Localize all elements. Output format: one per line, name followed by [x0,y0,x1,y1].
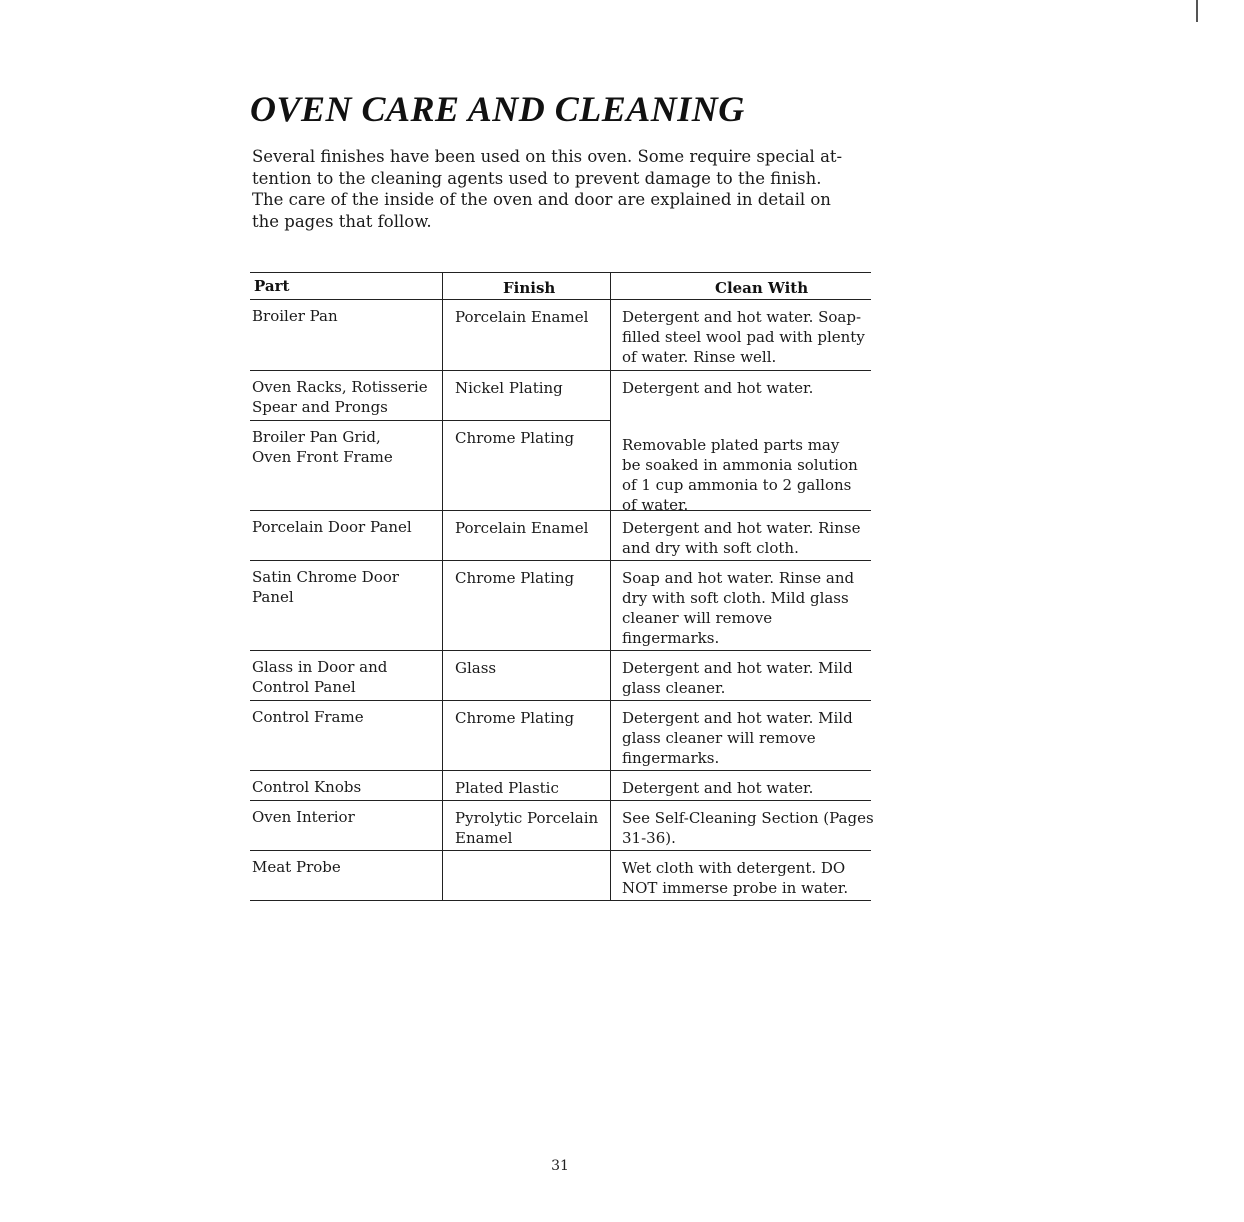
column-rule-part-finish [442,272,443,900]
cell-finish [455,307,588,327]
cell-line: of water. Rinse well. [622,348,777,366]
row-rule [250,420,610,421]
cell-line: Oven Racks, Rotisserie [252,378,428,396]
cell-line: 31-36). [622,829,676,847]
cell-line: Pyrolytic Porcelain [455,809,599,827]
row-rule [250,700,871,701]
cell-line: and dry with soft cloth. [622,539,799,557]
cell-finish [455,808,598,848]
cell-part [252,306,338,326]
row-rule [250,650,871,651]
cell-line: Control Panel [252,678,356,696]
cell-line: See Self-Cleaning Section (Pages [622,809,874,827]
intro-paragraph [252,146,876,232]
cell-clean [622,808,874,848]
cell-line: of water. [622,496,689,514]
cell-line: glass cleaner will remove [622,729,816,747]
page-number: 31 [551,1158,569,1174]
header-finish: Finish [503,279,556,297]
page-title: OVEN CARE AND CLEANING [250,89,745,129]
cell-line: Chrome Plating [455,569,575,587]
cell-line: Porcelain Enamel [455,308,589,326]
cell-part [252,807,355,827]
intro-line: The care of the inside of the oven and door are explained in detail on [252,190,831,209]
cell-line: fingermarks. [622,629,720,647]
cell-line: Porcelain Door Panel [252,518,412,536]
cell-part [252,567,399,607]
cell-part [252,427,393,467]
row-rule [250,800,871,801]
cell-finish [455,778,559,798]
cell-part [252,517,412,537]
cell-clean [622,307,865,367]
cell-line: Chrome Plating [455,709,575,727]
cell-clean [622,658,853,698]
cell-line: Meat Probe [252,858,341,876]
row-rule [250,560,871,561]
cell-line: Detergent and hot water. Mild [622,659,853,677]
table-top-rule [250,272,871,273]
scan-edge-mark [1196,0,1198,22]
cell-line: Oven Front Frame [252,448,393,466]
cell-line: Detergent and hot water. Soap- [622,308,862,326]
cell-line: Enamel [455,829,513,847]
cell-line: Nickel Plating [455,379,563,397]
cell-part [252,657,387,697]
cell-line: Detergent and hot water. Rinse [622,519,861,537]
cell-line: Glass [455,659,497,677]
cell-line: Broiler Pan Grid, [252,428,381,446]
cell-finish [455,568,574,588]
cell-finish [455,708,574,728]
cell-line: Wet cloth with detergent. DO [622,859,846,877]
header-part: Part [254,277,290,295]
cell-line: Chrome Plating [455,429,575,447]
cell-line: Soap and hot water. Rinse and [622,569,855,587]
cell-finish [455,428,574,448]
cell-line: Porcelain Enamel [455,519,589,537]
cell-line: Removable plated parts may [622,436,840,454]
cell-part [252,707,364,727]
cell-clean [622,858,848,898]
cell-part [252,857,341,877]
cell-finish [455,658,496,678]
cell-line: Detergent and hot water. [622,779,814,797]
row-rule [250,850,871,851]
cell-line: Spear and Prongs [252,398,388,416]
row-rule [250,370,871,371]
cell-line: dry with soft cloth. Mild glass [622,589,849,607]
cell-line: be soaked in ammonia solution [622,456,858,474]
intro-line: the pages that follow. [252,211,432,231]
header-rule [250,299,871,300]
cell-finish [455,378,563,398]
cell-line: fingermarks. [622,749,720,767]
cell-line: filled steel wool pad with plenty [622,328,865,346]
cell-line: Broiler Pan [252,307,338,325]
row-rule [250,900,871,901]
cell-line: Satin Chrome Door [252,568,399,586]
cell-line: glass cleaner. [622,679,726,697]
cell-line: cleaner will remove [622,609,773,627]
cell-finish [455,518,588,538]
cell-line: Control Knobs [252,778,362,796]
intro-line: tention to the cleaning agents used to prevent damage to the finish. [252,168,822,188]
cell-part [252,377,428,417]
header-clean-with: Clean With [715,279,809,297]
cell-line: Glass in Door and [252,658,388,676]
cell-line: Detergent and hot water. [622,379,814,397]
cell-clean [622,708,853,768]
cell-line: Detergent and hot water. Mild [622,709,853,727]
cell-line: of 1 cup ammonia to 2 gallons [622,476,852,494]
cell-clean [622,568,854,648]
cell-line: Panel [252,588,294,606]
cell-clean [622,435,858,515]
cell-line: Plated Plastic [455,779,559,797]
cell-line: Oven Interior [252,808,355,826]
cell-line: Control Frame [252,708,364,726]
cell-line: NOT immerse probe in water. [622,879,849,897]
cell-clean [622,378,813,398]
cell-part [252,777,361,797]
cell-clean [622,778,813,798]
row-rule [250,770,871,771]
intro-line: Several finishes have been used on this oven. Some require special at- [252,147,843,166]
column-rule-finish-clean [610,272,611,900]
cell-clean [622,518,860,558]
